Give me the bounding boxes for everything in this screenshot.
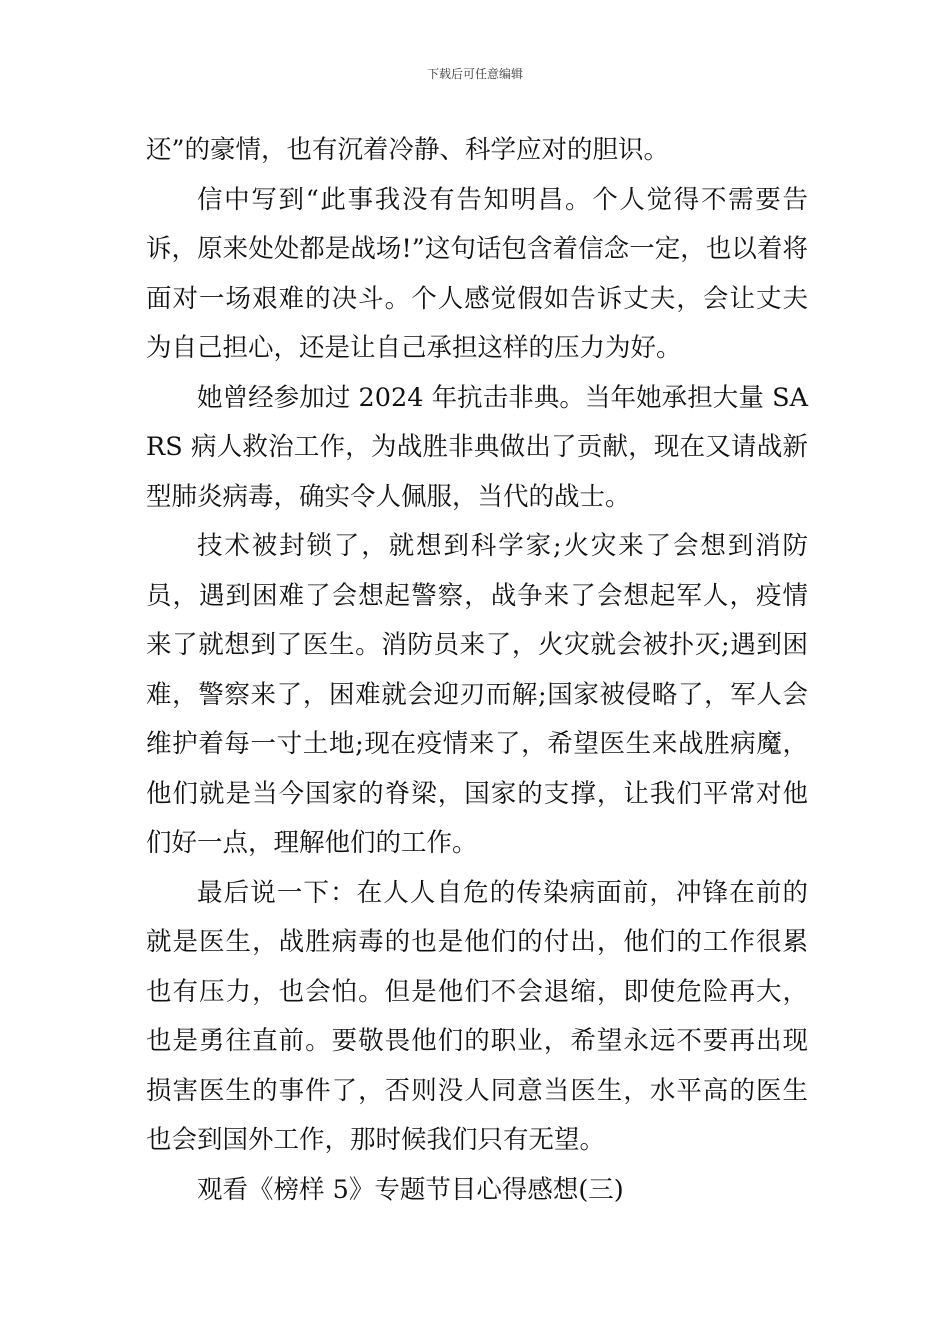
paragraph: 最后说一下：在人人自危的传染病面前，冲锋在前的就是医生，战胜病毒的也是他们的付出，他们的工作很累也有压力，也会怕。但是他们不会退缩，即使危险再大，也是勇往直前。要敬畏他们的职业，希望永远不要再出现损害医生的事件了，否则没人同意当医生，水平高的医生也会到国外工作，那时候我们只有无望。 (146, 877, 808, 1155)
section-heading: 观看《榜样 5》专题节目心得感想(三) (197, 1174, 624, 1205)
paragraph: 信中写到“此事我没有告知明昌。个人觉得不需要告诉，原来处处都是战场!”这句话包含着信念一定，也以着将面对一场艰难的决斗。个人感觉假如告诉丈夫，会让丈夫为自己担心，还是让自己承担这样的压力为好。 (146, 184, 808, 363)
paragraph: 技术被封锁了，就想到科学家;火灾来了会想到消防员，遇到困难了会想起警察，战争来了会想起军人，疫情来了就想到了医生。消防员来了，火灾就会被扑灭;遇到困难，警察来了，困难就会迎刃而解;国家被侵略了，军人会维护着每一寸土地;现在疫情来了，希望医生来战胜病魔，他们就是当今国家的脊梁，国家的支撑，让我们平常对他们好一点，理解他们的工作。 (146, 531, 808, 858)
page-header: 下载后可任意编辑 (426, 67, 523, 81)
document-body (146, 126, 808, 1215)
paragraph: 她曾经参加过 2024 年抗击非典。当年她承担大量 SARS 病人救治工作，为战胜非典做出了贡献，现在又请战新型肺炎病毒，确实令人佩服，当代的战士。 (146, 382, 808, 512)
paragraph-continuation: 还”的豪情，也有沉着冷静、科学应对的胆识。 (146, 135, 670, 165)
